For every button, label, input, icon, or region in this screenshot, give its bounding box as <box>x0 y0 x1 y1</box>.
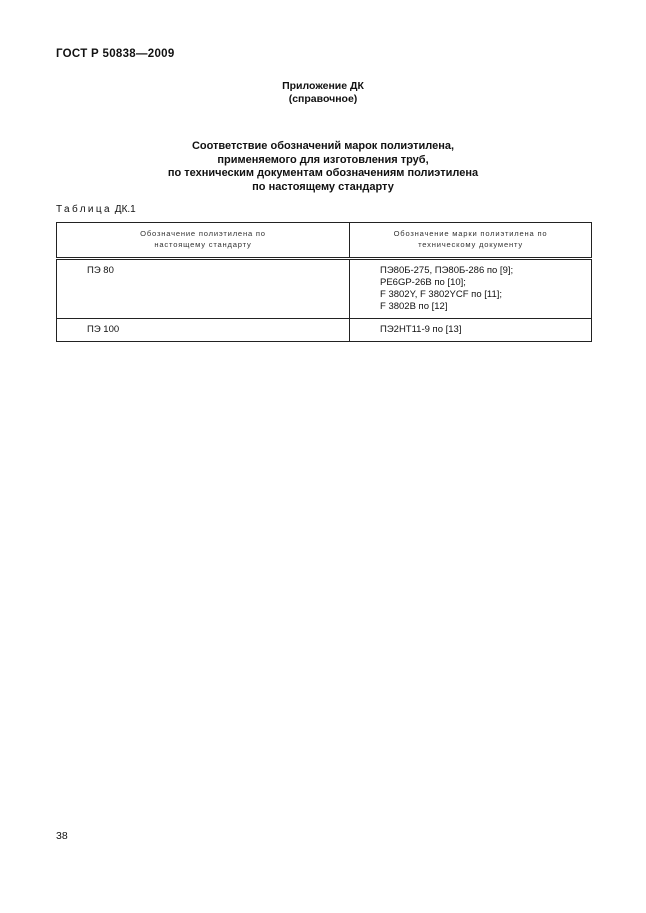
cell-grade: ПЭ 100 <box>57 319 350 342</box>
cell-marks <box>350 259 592 319</box>
mark-line: F 3802Y, F 3802YCF по [11]; <box>380 289 503 300</box>
mark-line: PE6GP-26B по [10]; <box>380 277 466 288</box>
header-line: настоящему стандарту <box>154 239 252 249</box>
title-line: Соответствие обозначений марок полиэтилена, <box>191 140 455 152</box>
table-label <box>56 204 136 215</box>
header-line: Обозначение полиэтилена по <box>140 229 266 238</box>
page-number: 38 <box>56 830 68 842</box>
column-header-standard <box>57 223 350 259</box>
table-label-word: Таблица <box>56 204 113 215</box>
document-code: ГОСТ Р 50838—2009 <box>56 48 175 60</box>
table-row <box>57 259 592 319</box>
correspondence-table <box>56 222 592 342</box>
appendix-subtitle: (справочное) <box>288 93 358 105</box>
header-line: Обозначение марки полиэтилена по <box>393 229 548 238</box>
title-line: по настоящему стандарту <box>252 180 394 193</box>
cell-grade: ПЭ 80 <box>57 259 350 319</box>
header-line: техническому документу <box>418 239 523 249</box>
mark-line: F 3802B по [12] <box>380 301 448 312</box>
mark-line: ПЭ2НТ11-9 по [13] <box>380 324 462 335</box>
table-row <box>57 319 592 342</box>
mark-line: ПЭ80Б-275, ПЭ80Б-286 по [9]; <box>380 265 514 276</box>
column-header-technical-doc <box>350 223 592 259</box>
table-label-number: ДК.1 <box>114 204 136 215</box>
cell-marks <box>350 319 592 342</box>
table-header-row <box>57 223 592 259</box>
title-line: по техническим документам обозначениям полиэтилена <box>167 167 479 179</box>
appendix-heading <box>0 80 646 106</box>
title-line: применяемого для изготовления труб, <box>217 153 429 166</box>
appendix-title: Приложение ДК <box>282 80 364 92</box>
document-title <box>0 140 646 194</box>
